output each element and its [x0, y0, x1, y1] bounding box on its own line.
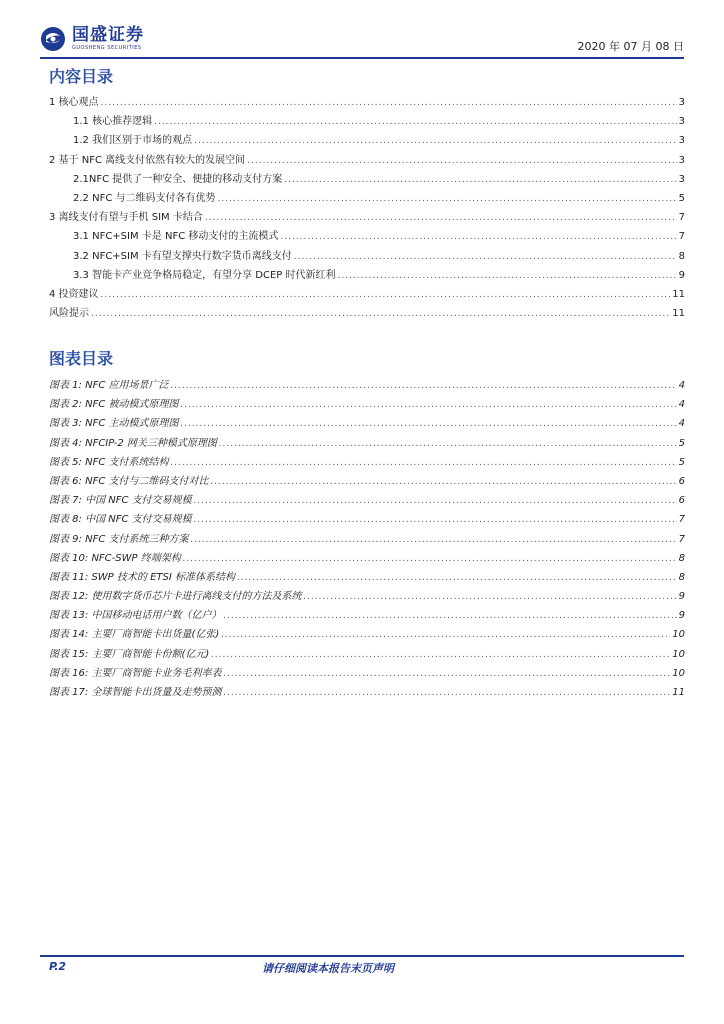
toc-entry[interactable]	[49, 170, 685, 189]
entry-page-number: 6	[678, 495, 685, 507]
entry-label: 4 投资建议	[49, 288, 99, 300]
entry-page-number: 11	[672, 308, 685, 320]
dot-leader	[190, 535, 676, 545]
dot-leader	[223, 611, 676, 621]
entry-page-number: 3	[678, 135, 685, 147]
entry-page-number: 7	[678, 231, 685, 243]
entry-label: 3 离线支付有望与手机 SIM 卡结合	[49, 212, 203, 224]
dot-leader	[223, 669, 670, 679]
entry-label: 3.1 NFC+SIM 卡是 NFC 移动支付的主流模式	[73, 231, 279, 243]
entry-page-number: 4	[678, 418, 685, 430]
entry-label: 1.2 我们区别于市场的观点	[73, 135, 193, 147]
entry-page-number: 11	[672, 288, 685, 300]
entry-label: 图表 12: 使用数字货币芯片卡进行离线支付的方法及系统	[49, 591, 302, 603]
entry-label: 图表 14: 主要厂商智能卡出货量(亿张)	[49, 629, 220, 641]
toc-list	[49, 93, 685, 323]
figure-entry[interactable]	[49, 395, 685, 414]
toc-entry[interactable]	[49, 285, 685, 304]
entry-page-number: 9	[678, 610, 685, 622]
dot-leader	[183, 554, 677, 564]
dot-leader	[101, 290, 671, 300]
dot-leader	[210, 477, 676, 487]
report-date: 2020 年 07 月 08 日	[577, 40, 684, 53]
brand-name-en: GUOSHENG SECURITIES	[72, 45, 142, 51]
entry-label: 2.2 NFC 与二维码支付各有优势	[73, 192, 216, 204]
dot-leader	[205, 213, 677, 223]
entry-label: 1.1 核心推荐逻辑	[73, 116, 153, 128]
brand-logo	[40, 22, 144, 56]
dot-leader	[180, 419, 676, 429]
entry-label: 图表 2: NFC 被动模式原理图	[49, 399, 179, 411]
dot-leader	[101, 98, 677, 108]
entry-page-number: 9	[678, 269, 685, 281]
dot-leader	[91, 309, 670, 319]
figure-entry[interactable]	[49, 510, 685, 529]
entry-label: 图表 1: NFC 应用场景广泛	[49, 380, 169, 391]
disclaimer-note: 请仔细阅读本报告末页声明	[262, 962, 394, 975]
entry-page-number: 5	[678, 437, 685, 449]
figure-entry[interactable]	[49, 530, 685, 549]
figure-entry[interactable]	[49, 434, 685, 453]
entry-page-number: 9	[678, 591, 685, 603]
dot-leader	[284, 175, 676, 185]
entry-page-number: 7	[678, 533, 685, 545]
entry-label: 3.3 智能卡产业竞争格局稳定，有望分享 DCEP 时代新红利	[73, 269, 336, 281]
dot-leader	[217, 194, 676, 204]
entry-label: 图表 16: 主要厂商智能卡业务毛利率表	[49, 667, 222, 679]
figure-entry[interactable]	[49, 587, 685, 606]
entry-page-number: 11	[672, 687, 685, 698]
page-number: P.2	[49, 960, 67, 973]
entry-page-number: 7	[678, 212, 685, 224]
entry-page-number: 8	[678, 250, 685, 262]
entry-label: 图表 3: NFC 主动模式原理图	[49, 418, 179, 430]
entry-page-number: 3	[678, 154, 685, 166]
figure-entry[interactable]	[49, 568, 685, 587]
figures-list	[49, 376, 685, 702]
footer-divider	[40, 955, 684, 957]
figure-entry[interactable]	[49, 376, 685, 395]
entry-page-number: 10	[672, 629, 685, 641]
dot-leader	[247, 156, 677, 166]
dot-leader	[280, 232, 676, 242]
dot-leader	[194, 496, 677, 506]
entry-label: 图表 5: NFC 支付系统结构	[49, 456, 169, 468]
entry-page-number: 5	[678, 192, 685, 204]
dot-leader	[223, 688, 670, 698]
entry-page-number: 5	[678, 456, 685, 468]
toc-entry[interactable]	[49, 247, 685, 266]
dot-leader	[337, 271, 676, 281]
entry-page-number: 3	[678, 97, 685, 108]
entry-label: 图表 17: 全球智能卡出货量及走势预测	[49, 687, 222, 698]
dot-leader	[294, 252, 677, 262]
figure-entry[interactable]	[49, 453, 685, 472]
figure-entry[interactable]	[49, 606, 685, 625]
entry-page-number: 10	[672, 667, 685, 679]
entry-label: 2.1NFC 提供了一种安全、便捷的移动支付方案	[73, 173, 283, 185]
figure-entry[interactable]	[49, 664, 685, 683]
toc-entry[interactable]	[49, 151, 685, 170]
figure-entry[interactable]	[49, 645, 685, 664]
toc-entry[interactable]	[49, 112, 685, 131]
toc-entry[interactable]	[49, 131, 685, 150]
entry-label: 图表 8: 中国 NFC 支付交易规模	[49, 514, 192, 526]
header-divider	[40, 57, 684, 59]
entry-label: 3.2 NFC+SIM 卡有望支撑央行数字货币离线支付	[73, 250, 292, 262]
entry-label: 1 核心观点	[49, 97, 99, 108]
toc-title: 内容目录	[49, 67, 114, 86]
entry-label: 图表 13: 中国移动电话用户数（亿户）	[49, 610, 222, 622]
dot-leader	[170, 458, 676, 468]
toc-entry[interactable]	[49, 227, 685, 246]
figures-title: 图表目录	[49, 349, 114, 368]
figure-entry[interactable]	[49, 491, 685, 510]
dot-leader	[303, 592, 676, 602]
entry-page-number: 8	[678, 571, 685, 583]
entry-label: 图表 6: NFC 支付与二维码支付对比	[49, 475, 209, 487]
figure-entry[interactable]	[49, 414, 685, 433]
entry-label: 图表 11: SWP 技术的 ETSI 标准体系结构	[49, 571, 235, 583]
dot-leader	[194, 136, 677, 146]
figure-entry[interactable]	[49, 683, 685, 702]
guosheng-logo-icon	[40, 26, 66, 52]
toc-entry[interactable]	[49, 266, 685, 285]
dot-leader	[180, 400, 676, 410]
dot-leader	[219, 439, 677, 449]
brand-name-cn: 国盛证券	[72, 25, 144, 45]
entry-page-number: 6	[678, 475, 685, 487]
entry-label: 图表 4: NFCIP-2 网关三种模式原理图	[49, 437, 217, 449]
figure-entry[interactable]	[49, 625, 685, 644]
toc-entry[interactable]	[49, 93, 685, 112]
toc-entry[interactable]	[49, 208, 685, 227]
entry-page-number: 7	[678, 514, 685, 526]
entry-page-number: 10	[672, 648, 685, 660]
dot-leader	[170, 381, 676, 391]
toc-entry[interactable]	[49, 189, 685, 208]
dot-leader	[221, 630, 670, 640]
entry-label: 2 基于 NFC 离线支付依然有较大的发展空间	[49, 154, 246, 166]
entry-label: 图表 15: 主要厂商智能卡份额(亿元)	[49, 648, 210, 660]
figure-entry[interactable]	[49, 472, 685, 491]
dot-leader	[194, 515, 677, 525]
entry-label: 图表 9: NFC 支付系统三种方案	[49, 533, 189, 545]
entry-label: 图表 10: NFC-SWP 终端架构	[49, 552, 181, 564]
dot-leader	[211, 650, 670, 660]
figure-entry[interactable]	[49, 549, 685, 568]
toc-entry[interactable]	[49, 304, 685, 323]
page-header	[40, 20, 684, 58]
entry-page-number: 3	[678, 173, 685, 185]
entry-page-number: 3	[678, 116, 685, 128]
entry-label: 风险提示	[49, 308, 89, 320]
entry-page-number: 4	[678, 399, 685, 411]
entry-page-number: 8	[678, 552, 685, 564]
entry-label: 图表 7: 中国 NFC 支付交易规模	[49, 495, 192, 507]
dot-leader	[237, 573, 677, 583]
dot-leader	[154, 117, 677, 127]
entry-page-number: 4	[678, 380, 685, 391]
